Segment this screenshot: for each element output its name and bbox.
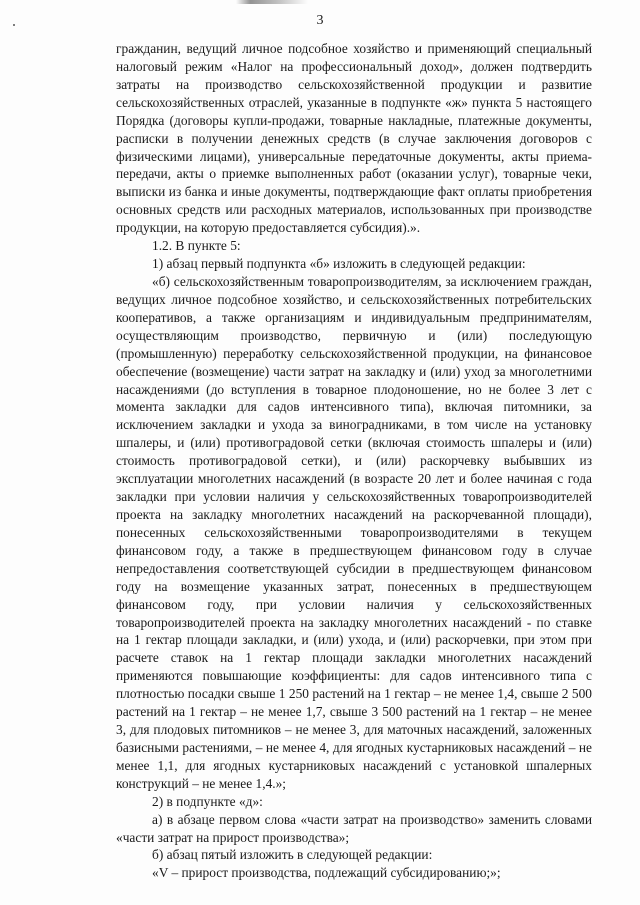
paragraph-formula-v: «V – прирост производства, подлежащий субсидированию;»; [152,865,501,881]
scan-artifact [236,0,308,4]
paragraph-item-2: 2) в подпункте «д»: [152,793,263,809]
paragraph-subitem-a: а) в абзаце первом слова «части затрат на производство» заменить словами «части затрат на прирост производства»; [116,811,592,845]
page-number: 3 [316,13,324,28]
paragraph-clause-1-2: 1.2. В пункте 5: [152,238,241,254]
document-body [116,40,592,882]
paragraph-subitem-b: «б) сельскохозяйственным товаропроизводителям, за исключением граждан, ведущих личное подсобное хозяйство, и сельскохозяйственных потребительских кооперативов, а также организациям и индивидуальным предпринимателям, осуществляющим производство, первичную и (или) последующую (промышленную) переработку сельскохозяйственной продукции, на финансовое обеспечение (возмещение) части затрат на закладку и (или) уход за многолетними насаждениями (до вступления в товарное плодоношение, но не более 3 лет с момента закладки для садов интенсивного типа), включая питомники, за исключением закладки и ухода за виноградниками, в том числе на установку шпалеры, и (или) противоградовой сетки (включая стоимость шпалеры и (или) стоимость противоградовой сетки), и (или) раскорчевку выбывших из эксплуатации многолетних насаждений (в возрасте 20 лет и более начиная с года закладки при условии наличия у сельскохозяйственных товаропроизводителей проекта на закладку многолетних насаждений на раскорчеванной площади), понесенных сельскохозяйственными товаропроизводителями в текущем финансовом году, а также в предшествующем финансовом году в случае непредоставления соответствующей субсидии в предшествующем финансовом году на возмещение указанных затрат, понесенных в предшествующем финансовом году, при условии наличия у сельскохозяйственных товаропроизводителей проекта на закладку многолетних насаждений - по ставке на 1 гектар площади закладки, и (или) ухода, и (или) раскорчевки, при этом при расчете ставок на 1 гектар площади закладки многолетних насаждений применяются повышающие коэффициенты: для садов интенсивного типа с плотностью посадки свыше 1 250 растений на 1 гектар – не менее 1,4, свыше 2 500 растений на 1 гектар – не менее 1,7, свыше 3 500 растений на 1 гектар – не менее 3, для плодовых питомников – не менее 3, для маточных насаждений, заложенных базисными растениями, – не менее 4, для ягодных кустарниковых насаждений – не менее 1,1, для ягодных кустарниковых насаждений с установкой шпалерных конструкций – не менее 1,4.»; [116,273,592,791]
paragraph-item-1: 1) абзац первый подпункта «б» изложить в следующей редакции: [152,256,526,272]
paragraph-subitem-b-abzac: б) абзац пятый изложить в следующей редакции: [152,847,433,863]
paragraph-continuation: гражданин, ведущий личное подсобное хозяйство и применяющий специальный налоговый режим «Налог на профессиональный доход», должен подтвердить затраты на производство сельскохозяйственной продукции и развитие сельскохозяйственных отраслей, указанные в подпункте «ж» пункта 5 настоящего Порядка (договоры купли-продажи, товарные накладные, платежные документы, расписки в получении денежных средств (в случае заключения договоров с физическими лицами), универсальные передаточные документы, акты приема-передачи, акты о приемке выполненных работ (оказании услуг), товарные чеки, выписки из банка и иные документы, подтверждающие факт оплаты приобретения основных средств или расходных материалов, использованных при производстве продукции, на которую предоставляется субсидия).». [116,41,592,236]
